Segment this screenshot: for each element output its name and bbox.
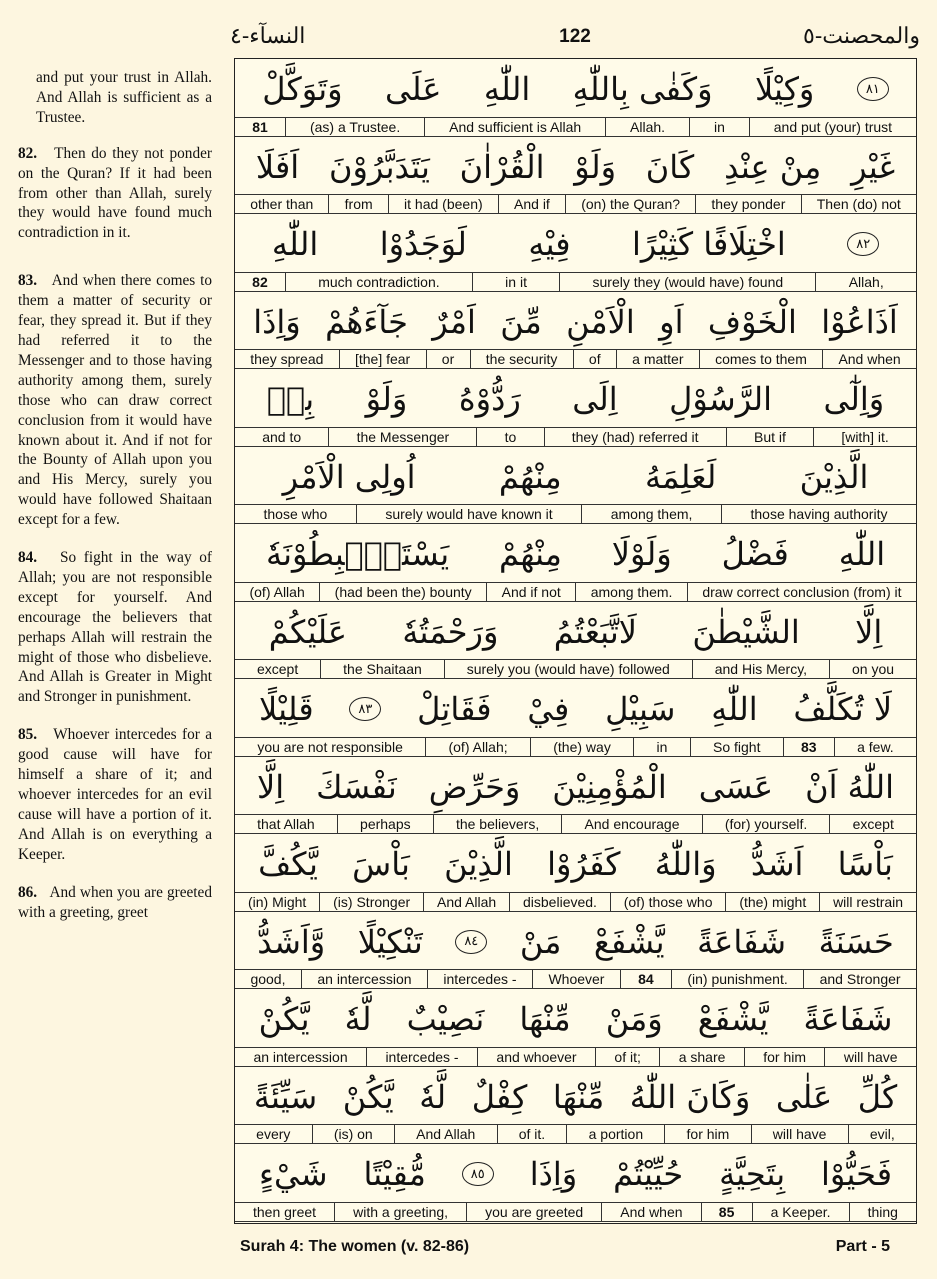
word-meaning: of it; (595, 1048, 659, 1066)
arabic-word: الْقُرْاٰنَ (459, 147, 545, 186)
verse-translation (18, 68, 212, 128)
verse-number: 82. (18, 144, 38, 162)
word-meaning: from (328, 195, 387, 213)
arabic-word: لَا تُكَلَّفُ (793, 690, 893, 729)
arabic-word: اللّٰهِ (838, 535, 886, 574)
verse-number-cell: 82 (252, 273, 268, 290)
word-meaning: And if (498, 195, 565, 213)
translation-line (235, 272, 916, 291)
word-meaning: And when (601, 1203, 700, 1221)
word-meaning: (had been the) bounty (319, 583, 486, 601)
translation-line (235, 117, 916, 136)
arabic-word: عَلَى (385, 70, 442, 108)
word-meaning: surely would have known it (356, 505, 581, 523)
word-meaning: (of) those who (610, 893, 726, 911)
arabic-word: بِتَحِيَّةٍ (719, 1155, 786, 1194)
word-meaning: and whoever (477, 1048, 595, 1066)
verse-translation (18, 144, 212, 244)
arabic-word: وَكَفٰى بِاللّٰهِ (572, 70, 713, 108)
word-meaning: And sufficient is Allah (424, 118, 605, 136)
arabic-word: الْمُؤْمِنِيْنَ (552, 767, 667, 806)
arabic-word: مِنْ عِنْدِ (724, 147, 822, 186)
verse-row (235, 834, 916, 912)
arabic-line (235, 602, 916, 662)
word-meaning: will have (751, 1125, 848, 1143)
word-meaning: Allah, (815, 273, 916, 291)
arabic-word: عَلٰى (775, 1077, 833, 1116)
arabic-word: اِلَّا (257, 767, 285, 806)
arabic-word: لَوَجَدُوْا (379, 225, 467, 264)
arabic-word: وَحَرِّضِ (428, 767, 521, 806)
verse-row (235, 214, 916, 292)
word-meaning: And Allah (394, 1125, 497, 1143)
arabic-word: كَفَرُوْا (547, 845, 621, 884)
arabic-line (235, 912, 916, 972)
word-meaning: (in) punishment. (671, 970, 803, 988)
word-meaning: evil, (848, 1125, 916, 1143)
word-meaning: surely they (would have) found (559, 273, 815, 291)
arabic-word: وَلَوْ (574, 147, 617, 186)
word-meaning: in (689, 118, 749, 136)
surah-header: النسآء-٤ (230, 24, 306, 49)
arabic-word: الَّذِيْنَ (799, 457, 869, 496)
verse-end-marker: ٨٣ (349, 697, 381, 721)
translation-line (235, 1047, 916, 1066)
word-meaning: disbelieved. (509, 893, 610, 911)
verse-row (235, 989, 916, 1067)
verse-number: 84. (18, 549, 38, 567)
word-meaning: will have (824, 1048, 916, 1066)
word-meaning: (of) Allah; (425, 738, 530, 756)
word-meaning: among them. (575, 583, 687, 601)
verse-row (235, 447, 916, 525)
translation-line (235, 504, 916, 523)
translation-line (235, 194, 916, 213)
verse-translation (18, 271, 212, 530)
arabic-word: اِلَى (572, 380, 618, 419)
arabic-word: فَحَيُّوْا (821, 1155, 893, 1194)
verse-row (235, 1067, 916, 1145)
verse-row (235, 912, 916, 990)
arabic-word: وَاِذَا (529, 1155, 578, 1194)
word-meaning: thing (849, 1203, 916, 1221)
word-meaning: (for) yourself. (702, 815, 830, 833)
arabic-word: شَيْءٍ (259, 1155, 328, 1194)
verse-end-marker: ٨٢ (847, 232, 879, 256)
arabic-line (235, 369, 916, 429)
arabic-word: الَّذِيْنَ (444, 845, 513, 884)
arabic-word: وَكِيْلًا (754, 70, 815, 108)
verse-text: and put your trust in Allah. And Allah is sufficient as a Trustee. (36, 69, 212, 126)
verse-text: So fight in the way of Allah; you are not responsible except for yourself. And encourage the believers that perhaps Allah will restrain the might of those who disbelieve. And Allah is Greater in Might and Stronger in punishment. (18, 549, 212, 706)
verse-number: 83. (18, 272, 38, 290)
word-meaning: And encourage (561, 815, 701, 833)
arabic-word: اَفَلَا (255, 147, 300, 186)
word-meaning: Allah. (605, 118, 689, 136)
arabic-word: عَلَيْكُمْ (268, 612, 348, 651)
word-meaning: And Allah (423, 893, 509, 911)
verse-text: Then do they not ponder on the Quran? If it had been from other than Allah, surely they would have found much contradiction in it. (18, 144, 212, 242)
verse-translation (18, 883, 212, 923)
arabic-word: بَاْسًا (837, 845, 893, 884)
arabic-word: الْخَوْفِ (707, 302, 797, 341)
arabic-word: يَّكُنْ (258, 1000, 310, 1039)
arabic-word: اُولِى الْاَمْرِ (282, 457, 416, 496)
arabic-word: مِّنْهَا (552, 1077, 605, 1116)
word-meaning: (as) a Trustee. (285, 118, 424, 136)
verse-row (235, 369, 916, 447)
word-meaning: they spread (250, 351, 324, 368)
verse-row (235, 59, 916, 137)
arabic-line (235, 989, 916, 1049)
translation-line (235, 349, 916, 368)
word-meaning: [with] it. (813, 428, 916, 446)
word-meaning: the Shaitaan (320, 660, 444, 678)
word-meaning: a matter (616, 350, 699, 368)
word-meaning: those who (263, 506, 328, 523)
word-meaning: and Stronger (803, 970, 916, 988)
arabic-word: بِهٖ (266, 380, 315, 419)
arabic-word: يَّشْفَعْ (697, 1000, 769, 1039)
arabic-line (235, 214, 916, 274)
verse-row (235, 679, 916, 757)
arabic-line (235, 679, 916, 739)
footer-part: Part - 5 (835, 1238, 890, 1255)
arabic-word: لَعَلِمَهُ (644, 457, 717, 496)
translation-column (18, 68, 212, 922)
arabic-line (235, 59, 916, 119)
arabic-line (235, 1144, 916, 1204)
word-meaning: then greet (252, 1203, 317, 1220)
arabic-line (235, 292, 916, 352)
arabic-word: مَنْ (519, 922, 562, 961)
word-meaning: in (633, 738, 690, 756)
word-meaning: among them, (581, 505, 721, 523)
arabic-word: وَمَنْ (605, 1000, 663, 1039)
word-meaning: to (476, 428, 543, 446)
arabic-word: الرَّسُوْلِ (669, 380, 772, 419)
word-meaning: they (had) referred it (544, 428, 726, 446)
verse-number-cell: 85 (701, 1203, 752, 1221)
word-by-word-table (234, 58, 917, 1224)
word-meaning: you are not responsible (257, 738, 403, 755)
word-meaning: for him (744, 1048, 825, 1066)
arabic-word: وَتَوَكَّلْ (262, 70, 343, 108)
arabic-word: الْاَمْنِ (566, 302, 635, 341)
word-meaning: intercedes - (366, 1048, 477, 1066)
word-meaning: And if not (486, 583, 575, 601)
arabic-word: بَاْسَ (352, 845, 410, 884)
word-meaning: except (256, 661, 299, 678)
arabic-word: كُلِّ (857, 1077, 898, 1116)
arabic-word: تَنْكِيْلًا (357, 922, 423, 961)
arabic-word: حَسَنَةً (818, 922, 894, 961)
arabic-word: عَسَى (698, 767, 774, 806)
word-meaning: with a greeting, (334, 1203, 466, 1221)
word-meaning: a portion (566, 1125, 664, 1143)
verse-number: 86. (18, 883, 38, 901)
verse-row (235, 524, 916, 602)
arabic-word: مِنْهُمْ (498, 457, 562, 496)
arabic-word: لَاتَّبَعْتُمُ (553, 612, 637, 651)
verse-row (235, 602, 916, 680)
arabic-word: شَفَاعَةً (803, 1000, 893, 1039)
arabic-word: مِنْهُمْ (499, 535, 562, 574)
word-meaning: on you (829, 660, 916, 678)
verse-number-cell: 81 (252, 118, 268, 135)
arabic-word: غَيْرِ (851, 147, 896, 186)
word-meaning: in it (472, 273, 559, 291)
verse-number-cell: 84 (620, 970, 671, 988)
arabic-word: مِّنْهَا (519, 1000, 571, 1039)
arabic-line (235, 524, 916, 584)
word-meaning: the Messenger (328, 428, 476, 446)
word-meaning: an intercession (301, 970, 427, 988)
arabic-word: اَمْرٌ (432, 302, 476, 341)
word-meaning: they ponder (695, 195, 800, 213)
word-meaning: and put (your) trust (749, 118, 916, 136)
arabic-word: وَكَانَ اللّٰهُ (629, 1077, 751, 1116)
arabic-word: سَبِيْلِ (605, 690, 676, 729)
translation-line (235, 814, 916, 833)
translation-line (235, 659, 916, 678)
arabic-word: وَّاَشَدُّ (257, 922, 326, 961)
arabic-word: كَانَ (645, 147, 695, 186)
word-meaning: Then (do) not (801, 195, 916, 213)
verse-number: 85. (18, 726, 38, 744)
word-meaning: will restrain (819, 893, 916, 911)
juz-header: والمحصنت-٥ (803, 24, 920, 49)
arabic-line (235, 834, 916, 894)
arabic-word: لَّهٗ (344, 1000, 372, 1039)
arabic-word: فِيْ (527, 690, 570, 729)
verse-text: Whoever intercedes for a good cause will have for himself a share of it; and whoever intercedes for an evil cause will have a portion of it. And Allah is on everything a Keeper. (18, 726, 212, 863)
verse-text: And when there comes to them a matter of security or fear, they spread it. But if they had referred it to the Messenger and to those having authority among them, surely those who can draw correct conclusion from it would have known about it. And if not for the Bounty of Allah upon you and His Mercy, surely you would have followed Shaitaan except for a few. (18, 272, 212, 529)
word-meaning: a share (659, 1048, 744, 1066)
arabic-line (235, 1067, 916, 1127)
verse-row (235, 757, 916, 835)
word-meaning: draw correct conclusion (from) it (687, 583, 916, 601)
arabic-word: فَضْلُ (721, 535, 789, 574)
arabic-word: اللّٰهِ (271, 225, 319, 264)
translation-line (235, 582, 916, 601)
word-meaning: the security (470, 350, 573, 368)
arabic-word: وَاللّٰهُ (654, 845, 717, 884)
arabic-word: يَّشْفَعْ (593, 922, 665, 961)
translation-line (235, 1202, 916, 1221)
word-meaning: and His Mercy, (692, 660, 829, 678)
verse-end-marker: ٨٤ (455, 930, 487, 954)
page-header (230, 22, 920, 54)
arabic-word: اخْتِلَافًا كَثِيْرًا (632, 225, 786, 264)
word-meaning: (on) the Quran? (565, 195, 695, 213)
word-meaning: you are greeted (466, 1203, 601, 1221)
verse-text: And when you are greeted with a greeting, greet (18, 883, 212, 921)
word-meaning: good, (250, 971, 286, 988)
arabic-word: رَدُّوْهُ (458, 380, 521, 419)
word-meaning: of (573, 350, 616, 368)
translation-line (235, 427, 916, 446)
arabic-word: مُّقِيْتًا (363, 1155, 426, 1194)
word-meaning: (of) Allah (249, 583, 305, 600)
word-meaning: that Allah (257, 816, 315, 833)
arabic-word: حُيِّيْتُمْ (613, 1155, 684, 1194)
arabic-word: وَلَوْلَا (611, 535, 672, 574)
word-meaning: an intercession (253, 1048, 348, 1065)
translation-line (235, 1124, 916, 1143)
word-meaning: the believers, (433, 815, 562, 833)
arabic-word: اِلَّا (855, 612, 883, 651)
verse-end-marker: ٨١ (857, 77, 889, 101)
word-meaning: Whoever (532, 970, 620, 988)
word-meaning: a Keeper. (752, 1203, 849, 1221)
word-meaning: of it. (497, 1125, 567, 1143)
arabic-word: الشَّيْطٰنَ (692, 612, 800, 651)
word-meaning: much contradiction. (285, 273, 472, 291)
verse-end-marker: ٨٥ (462, 1162, 494, 1186)
word-meaning: (the) way (530, 738, 633, 756)
arabic-word: مِّنَ (500, 302, 542, 341)
word-meaning: those having authority (721, 505, 916, 523)
word-meaning: for him (664, 1125, 750, 1143)
word-meaning: perhaps (337, 815, 433, 833)
arabic-word: سَيِّئَةً (253, 1077, 318, 1116)
arabic-word: شَفَاعَةً (697, 922, 787, 961)
arabic-word: وَلَوْ (365, 380, 408, 419)
arabic-word: فِيْهِ (528, 225, 571, 264)
arabic-word: اللّٰهِ (711, 690, 758, 729)
arabic-line (235, 757, 916, 817)
word-meaning: (is) Stronger (319, 893, 423, 911)
arabic-word: اَشَدُّ (750, 845, 804, 884)
word-meaning: intercedes - (427, 970, 532, 988)
arabic-line (235, 447, 916, 507)
word-meaning: (the) might (725, 893, 819, 911)
arabic-word: يَسْتَنْۢبِطُوْنَهٗ (265, 535, 450, 574)
arabic-word: اَذَاعُوْا (821, 302, 898, 341)
word-meaning: it had (been) (388, 195, 498, 213)
verse-number-cell: 83 (783, 738, 834, 756)
translation-line (235, 737, 916, 756)
word-meaning: and to (262, 428, 302, 445)
word-meaning: every (256, 1126, 291, 1143)
arabic-word: قَلِيْلًا (258, 690, 314, 729)
translation-line (235, 892, 916, 911)
arabic-word: يَّكُنْ (342, 1077, 394, 1116)
verse-translation (18, 725, 212, 864)
arabic-word: نَفْسَكَ (316, 767, 397, 806)
page-number: 122 (559, 26, 591, 47)
arabic-word: كِفْلٌ (471, 1077, 528, 1116)
verse-row (235, 292, 916, 370)
arabic-word: يَتَدَبَّرُوْنَ (328, 147, 430, 186)
arabic-word: وَاِلٰٓى (823, 380, 885, 419)
arabic-word: لَّهٗ (419, 1077, 447, 1116)
word-meaning: (in) Might (247, 893, 307, 910)
verse-row (235, 137, 916, 215)
word-meaning: except (829, 815, 916, 833)
verse-translation (18, 548, 212, 707)
arabic-word: يَّكُفَّ (258, 845, 318, 884)
footer-surah: Surah 4: The women (v. 82-86) (240, 1238, 470, 1255)
word-meaning: other than (250, 196, 314, 213)
word-meaning: or (426, 350, 470, 368)
word-meaning: So fight (690, 738, 783, 756)
page-footer (240, 1238, 890, 1258)
word-meaning: a few. (834, 738, 916, 756)
arabic-word: اللّٰهِ (483, 70, 531, 108)
arabic-word: نَصِيْبٌ (406, 1000, 485, 1039)
word-meaning: comes to them (699, 350, 822, 368)
arabic-word: وَاِذَا (253, 302, 301, 341)
arabic-word: جَآءَهُمْ (325, 302, 408, 341)
translation-line (235, 969, 916, 988)
word-meaning: (is) on (312, 1125, 394, 1143)
verse-row (235, 1144, 916, 1222)
word-meaning: [the] fear (339, 350, 426, 368)
word-meaning: But if (726, 428, 813, 446)
arabic-word: اللّٰهُ اَنْ (805, 767, 895, 806)
arabic-word: وَرَحْمَتُهٗ (402, 612, 499, 651)
word-meaning: surely you (would have) followed (444, 660, 692, 678)
arabic-line (235, 137, 916, 197)
arabic-word: فَقَاتِلْ (417, 690, 492, 729)
arabic-word: اَوِ (659, 302, 684, 341)
word-meaning: And when (822, 350, 916, 368)
